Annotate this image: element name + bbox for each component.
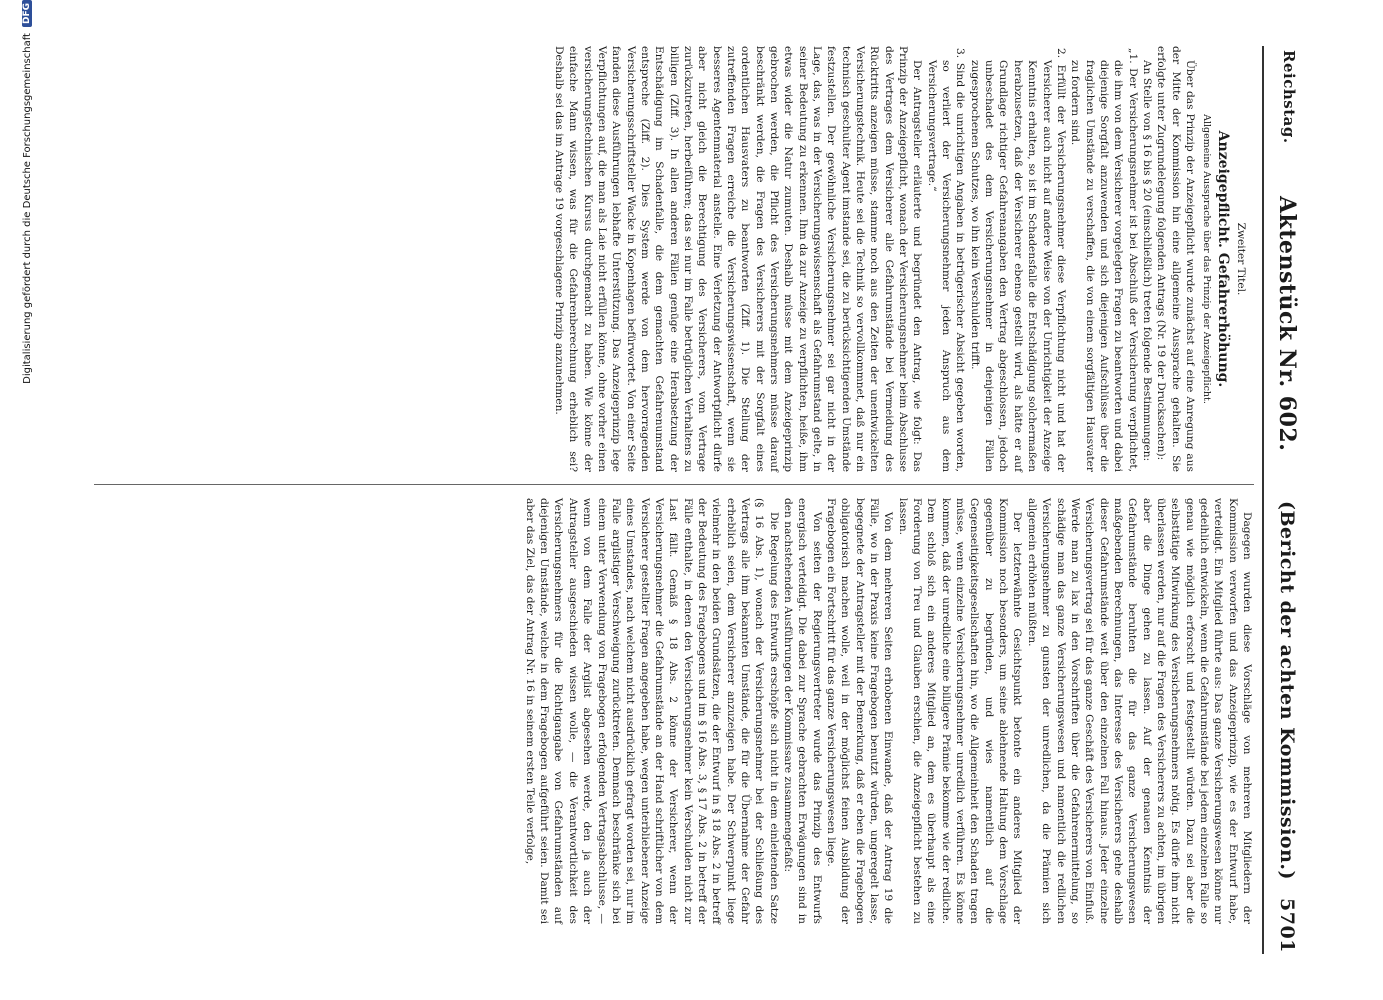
paragraph: Von seiten der Regierungsvertreter wurde das Prinzip des Entwurfs energisch verteidigt. Die dabei zur Sprache gebrachten Erwägungen sind in den nachstehenden Ausführungen der Kommissare zusammengefaßt:: [782, 498, 823, 924]
page-header: [1266, 46, 1300, 954]
paragraph: Von dem mehreren Seiten erhobenen Einwande, daß der Antrag 19 die Fälle, wo in der Praxis keine Fragebogen benutzt würden, ungeregelt lasse, begegnete der Antragsteller mit der Bemerkung, daß er eben die Fragebogen obligatorisch machen wolle, weil in der möglichst feinen Ausbildung der Fragebogen ein Fortschritt für das ganze Versicherungswesen liege.: [825, 498, 895, 924]
paragraph: Die Regelung des Entwurfs erschöpfe sich nicht in dem einleitenden Satze (§ 16 Abs. 1), wonach der Versicherungsnehmer bei der Schließung des Vertrags alle ihm bekannten Umstände, die für die Übernahme der Gefahr erheblich seien, dem Versicherer anzuzeigen habe. Der Schwerpunkt liege vielmehr in den beiden Grundsätzen, die der Entwurf in § 18 Abs. 2 in betreff der Bedeutung des Fragebogens und im § 16 Abs. 3, § 17 Abs. 2 in betreff der Fälle enthalte, in denen den Versicherungsnehmer kein Verschulden nicht zur Last fällt. Gemäß § 18 Abs. 2 könne der Versicherer, wenn der Versicherungsnehmer die Gefahrumstände an der Hand schriftlicher von dem Versicherer gestellter Fragen angegeben habe, wegen unterbliebener Anzeige eines Umstandes, nach welchem nicht ausdrücklich gefragt worden sei, nur im Falle arglistiger Verschweigung zurücktreten. Demnach beschränke sich bei einem unter Verwendung von Fragebogen erfolgenden Vertragsabschlusse, — wenn von dem Falle der Arglist abgesehen werde, den ja auch der Antragsteller ausgeschieden wissen wolle, — die Verantwortlichkeit des Versicherungsnehmers für die Richtigangabe von Gefahrumständen auf diejenigen Umstände, welche in dem Fragebogen aufgeführt seien. Damit sei aber das Ziel, das der Antrag Nr. 16 in seinem ersten Teile verfolge,: [523, 498, 780, 924]
paragraph: Der letzterwähnte Gesichtspunkt betonte ein anderes Mitglied der Kommission noch besonders, um seine ablehnende Haltung dem Vorschlage gegenüber zu begründen, und wies namentlich auf die Gegenseitigkeitsgesellschaften hin, wo die Allgemeinheit den Schaden tragen müsse, wenn einzelne Versicherungsnehmer unredlich verführen. Es könne kommen, daß der unredliche eine billigere Prämie bekomme wie der redliche. Dem schloß sich ein anderes Mitglied an, dem es überhaupt als eine Forderung von Treu und Glauben erschien, die Anzeigepflicht bestehen zu lassen.: [896, 498, 1024, 924]
page-number: 5701: [1276, 898, 1298, 953]
numbered-item: 3. Sind die unrichtigen Angaben in betrügerischer Absicht gegeben worden, so verliert der Versicherungsnehmer jeden Anspruch aus dem Versicherungsvertrage.“: [925, 48, 967, 472]
section-note: Allgemeine Aussprache über das Prinzip der Anzeigepflicht.: [1201, 114, 1213, 404]
section-title: Zweiter Titel.: [1235, 222, 1247, 296]
section-subtitle: Anzeigepflicht. Gefahrerhöhung.: [1214, 130, 1231, 388]
paragraph: Über das Prinzip der Anzeigepflicht wurde zunächst auf eine Anregung aus der Mitte der Kommission hin eine allgemeine Aussprache gehalten. Sie erfolgte unter Zugrundelegung folgenden Antrags (Nr. 19 der Drucksachen):: [1155, 46, 1196, 472]
numbered-item: „1. Der Versicherungsnehmer ist bei Abschluß der Versicherung verpflichtet, die ihm von dem Versicherer vorgelegten Fragen zu beantworten und dabei diejenige Sorgfalt anzuwenden und sich diejenigen Aufschlüsse über die fraglichen Umstände zu verschaffen, die von einem sorgfältigen Hausvater zu fordern sind.: [1069, 48, 1139, 472]
digitization-credit: [18, 0, 36, 1000]
header-document-number: Aktenstück Nr. 602.: [1274, 196, 1300, 452]
paragraph: An Stelle von § 16 bis § 20 (einschließlich) treten folgende Bestimmungen:: [1140, 60, 1153, 462]
header-rule: [1262, 46, 1264, 954]
right-column: [94, 498, 1254, 924]
rotated-page: [85, 46, 1300, 954]
left-column: [94, 46, 1254, 472]
paragraph: Dagegen wurden diese Vorschläge von mehreren Mitgliedern der Kommission verworfen und das Anzeigeprinzip, wie es der Entwurf habe, verteidigt. Ein Mitglied führte aus: Das ganze Versicherungswesen könne nur gedeihlich entwickeln, wenn die Gefahrumstände bei jedem einzelnen Falle so genau wie möglich erforscht und festgestellt würden. Dazu sei aber die selbsttätige Mitwirkung des Versicherungsnehmers nötig. Es dürfe ihm nicht überlassen werden, nur auf die Fragen des Versicherers zu achten, im übrigen aber die Dinge gehen zu lassen. Auf der genauen Kenntnis der Gefahrumstände beruhten die für das ganze Versicherungswesen maßgebenden Berechnungen, das Interesse des Versicherers gehe deshalb dieser Gefahrumstände weit über den einzelnen Fall hinaus. Jeder einzelne Versicherungsvertrag sei für das ganze Geschäft des Versicherers von Einfluß. Werde man zu lax in den Vorschriften über die Gefahrenermittelung, so schädige man das ganze Versicherungswesen und namentlich die redlichen Versicherungsnehmer zu gunsten der unredlichen, da die Prämien sich allgemein erhöhen müßten.: [1025, 498, 1253, 924]
credit-text: Digitalisierung gefördert durch die Deutsche Forschungsgemeinschaft: [21, 33, 33, 384]
numbered-item: 2. Erfüllt der Versicherungsnehmer diese Verpflichtung nicht und hat der Versicherer auch nicht auf andere Weise von der Unrichtigkeit der Anzeige Kenntnis erhalten, so ist im Schadensfalle die Entschädigung solchermaßen herabzusetzen, daß der Versicherer ebenso gestellt wird, als hätte er auf Grundlage richtiger Gefahrenangaben den Vertrag abgeschlossen, jedoch unbeschadet des dem Versicherungsnehmer in denjenigen Fällen zugesprochenen Schutzes, wo ihn kein Verschulden trifft.: [968, 48, 1067, 472]
paragraph: Der Antragsteller erläuterte und begründet den Antrag, wie folgt: Das Prinzip der Anzeigepflicht, wonach der Versicherungsnehmer beim Abschlusse des Vertrages dem Versicherer alle Gefahrumstände bei Vermeidung des Rücktritts anzeigen müsse, stamme noch aus den Zeiten der unentwickelten Versicherungstechnik. Heute sei die Technik so vervollkommnet, daß nur ein technisch geschulter Agent imstande sei, die zu berücksichtigenden Umstände festzustellen. Der gewöhnliche Versicherungsnehmer sei gar nicht in der Lage, das, was in der Versicherungswissenschaft als Gefahrumstand gelte, in seiner Bedeutung zu erkennen. Ihm da zur Anzeige zu verpflichten, heiße, ihm etwas wider die Natur zumuten. Deshalb müsse mit dem Anzeigeprinzip gebrochen werden, die Pflicht des Versicherungsnehmers müsse darauf beschränkt werden, die Fragen des Versicherers mit der Sorgfalt eines ordentlichen Hausvaters zu beantworten (Ziff. 1). Die Stellung der zutreffenden Fragen erreiche die Versicherungswissenschaft, wenn sie besseres Agentenmaterial anstelle. Eine Verletzung der Antwortpflicht dürfe aber nicht gleich die Berechtigung des Versicherers, vom Vertrage zurückzutreten, herbeiführen; das sei nur im Falle betrüglichen Verhaltens zu billigen (Ziff. 3). In allen anderen Fällen genüge eine Herabsetzung der Entschädigung im Schadenfalle, die dem gemachten Gefahrenumstand entspreche (Ziff. 2). Dies System werde von dem hervorragenden Versicherungsschriftsteller Wacke in Kopenhagen befürwortet. Von einer Seite fanden diese Ausführungen lebhafte Unterstützung. Das Anzeigeprinzip lege Verpflichtungen auf, die man als Laie nicht erfüllen könne, ohne vorher einen versicherungstechnischen Kursus durchgemacht zu haben. Wie könne der einfache Mann wissen, was für die Gefahrenberechnung erheblich sei? Deshalb sei das im Antrage 19 vorgeschlagene Prinzip anzunehmen.: [552, 46, 924, 472]
header-report-title: (Bericht der achten Kommission.): [1276, 501, 1298, 881]
column-divider: [94, 484, 1254, 485]
dfg-logo: DFG: [22, 0, 32, 27]
header-left: Reichstag.: [1280, 50, 1298, 144]
